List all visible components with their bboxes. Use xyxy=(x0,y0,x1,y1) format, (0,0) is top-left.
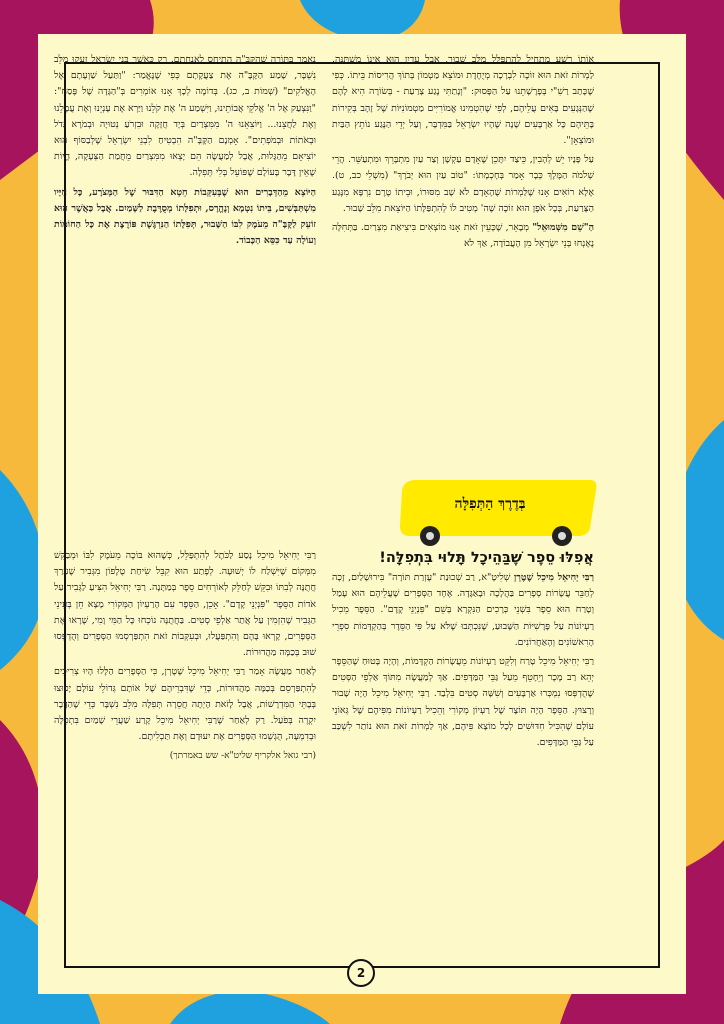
column-top-right xyxy=(332,52,594,255)
paragraph-text: שְׁלִיטָ"א, רַב שְׁכוּנַת "עֶזְרַת תּוֹרָה" בִּירוּשָׁלַיִם, זָכָה לְחַבֵּר עֲשָׂרוֹת סְפָרִים בַּהֲלָכָה וּבָאַגָּדָה. אֶחָד הַסְּפָרִים שֶׁעֲלֵיהֶם הוּא עָמַל וְטָרַח הוּא סֵפֶר בִּשְׁנֵי כְּרָכִים הַנִּקְרָא בְּשֵׁם "פִּנְיְנֵי קֶדֶם". הַסֵּפֶר מֵכִיל רַעְיוֹנוֹת עַל פָּרָשִׁיּוֹת הַשָּׁבוּעַ, שֶׁנִּכְתְּבוּ שֶׁלֹּא עַל פִּי הַסֵּדֶר בְּהַקְדָּמוֹת סִפְרֵי הָרִאשׁוֹנִים וְהָאַחֲרוֹנִים. xyxy=(332,572,594,648)
paragraph: רַבִּי יְחִיאֵל מִיכֵל טָרַח וְלִקֵּט רַעְיוֹנוֹת מֵעֲשָׂרוֹת הַקְדָּמוֹת, וְהָיָה בָּטוּחַ שֶׁהַסֵּפֶר יְהֵא רַב מֶכֶר וְיֵחָטֵף מֵעַל גַּבֵּי הַמַּדָּפִים. אַךְ לְמַעֲשֶׂה מִתּוֹךְ אַלְפֵי הַסְּטִים שֶׁהֻדְפְּסוּ נִמְכְּרוּ אַרְבָּעִים וְשִׁשָּׁה סְטִים בִּלְבַד. רַבִּי יְחִיאֵל מִיכֵל הָיָה שָׁבוּר וְרָצוּץ. הַסֵּפֶר הָיָה תּוֹצָר שֶׁל רַעְיוֹן מְקוֹרִי וְהֵכִיל רַעְיוֹנוֹת מִפִּיהֶם שֶׁל גְּאוֹנֵי עוֹלָם שֶׁהִכִּיל חִדּוּשִׁים לְכָל מוֹצָא פִּיהֶם, אַךְ לַמְרוֹת זֹאת הוּא נוֹתַר לִשְׁכַּב עַל גַּבֵּי הַמַּדָּפִים. xyxy=(332,656,594,749)
column-bottom-right xyxy=(332,548,594,754)
conclusion-paragraph xyxy=(54,185,316,250)
page-number: 2 xyxy=(347,959,375,987)
story-heading: אֲפִלּוּ סֵפֶר שֶׁבַּהֵיכָל תָּלוּי בִּתְפִלָּה! xyxy=(379,550,594,566)
author-signature: (רבי גואל אלקריף שליט"א- שש באמרתך) xyxy=(169,751,316,762)
paragraph xyxy=(332,570,594,651)
paragraph: רַבִּי יְחִיאֵל מִיכֵל נָסַע לַכֹּתֶל לְהִתְפַּלֵּל, כְּשֶׁהוּא בּוֹכֶה מֵעֹמֶק לִבּוֹ וּמְבַקֵּשׁ מִמְּקוֹם שֶׁיִּשְׁלַח לוֹ יְשׁוּעָה. לְפֶתַע הוּא קִבֵּל שִׂיחַת טֶלֶפוֹן מִגְּבִיר שֶׁעָרַךְ חֲתֻנָּה לְבִתּוֹ וּבִקֵּשׁ לְחַלֵּק לְאוֹרְחִים סֵפֶר בְּמַתָּנָה. רַבִּי יְחִיאֵל הִצִּיעַ לַגְּבִיר עַל אֹדוֹת הַסֵּפֶר "פִּנְיְנֵי קֶדֶם". אָכֵן, הַסֵּפֶר עִם הָרַעְיוֹן הַמְּקוֹרִי מָצָא חֵן בְּעֵינֵי הַגְּבִיר שֶׁהִזְמִין עַל אֲתַר אַלְפֵי סְטִים. בַּחֲתֻנָּה נוֹכְחוּ כָּל הַמִּי וָמִי, שֶׁרָאוּ אֶת הַסְּפָרִים, קָרְאוּ בָּהֶם וְהִתְפַּעֲלוּ, וּבְעִקְּבוֹת זֹאת הִתְפַּרְסְמוּ הַסְּפָרִים וְהֻדְפְּסוּ שׁוּב בְּכַמָּה מַהֲדוּרוֹת. xyxy=(54,550,316,659)
paragraph xyxy=(332,220,594,252)
paragraph-text: מְבָאֵר, שֶׁכָּעֵין זֹאת אָנוּ מוֹצְאִים בִּיצִיאַת מִצְרַיִם. בַּתְּחִלָּה נֶאֶנְחוּ בְּנֵי יִשְׂרָאֵל מִן הָעֲבוֹדָה, אַךְ לֹא xyxy=(332,222,594,250)
paragraph: נֶאֱמַר בַּתּוֹרָה שֶׁהַקָּבָּ"ה הִתְיַחֵס לְאַנְחָתָם. רַק כַּאֲשֶׁר בְּנֵי יִשְׂרָאֵל זָעֲקוּ מִלֵּב נִשְׁבָּר, שָׁמַע הַקָּבָּ"ה אֶת צַעֲקָתָם כְּפִי שֶׁנֶּאֱמַר: "וַתַּעַל שַׁוְעָתָם אֶל הָאֱלֹקִים" (שְׁמוֹת ב, כג). בְּדוֹמֶה לְכָךְ אָנוּ אוֹמְרִים בְּ"הַגָּדָה שֶׁל פֶּסַח": "וַנִּצְעַק אֶל ה' אֱלֹקֵי אֲבוֹתֵינוּ, וַיִּשְׁמַע ה' אֶת קֹלֵנוּ וַיַּרְא אֶת עָנְיֵנוּ וְאֶת עֲמָלֵנוּ וְאֶת לַחֲצֵנוּ... וַיּוֹצִאֵנוּ ה' מִמִּצְרַיִם בְּיָד חֲזָקָה וּבִזְרֹעַ נְטוּיָה וּבְמֹרָא גָּדֹל וּבְאֹתוֹת וּבְמֹפְתִים". אָמְנָם הַקָּבָּ"ה הִבְטִיחַ לִבְנֵי יִשְׂרָאֵל שֶׁלְּבַסּוֹף הוּא יוֹצִיאָם מֵהַגָּלוּת, אֲבָל לְמַעֲשֶׂה הֵם יָצְאוּ מִמִּצְרַיִם מֵחֲמַת הַצְּעָקָה, הֱיוֹת שֶׁאֵין דָּבָר בָּעוֹלָם שֶׁפּוֹעֵל בְּלִי תְּפִלָּה. xyxy=(54,54,316,179)
column-bottom-left xyxy=(54,548,316,768)
paragraph: עַל פָּנָיו יֵשׁ לְהָבִין, כֵּיצַד יִתָּכֵן שֶׁאָדָם עַקְשָׁן וְצַר עַיִן מִתְבָּרֵךְ וּמִתְעַשֵּׁר. הֲרֵי שְׁלֹמֹה הַמֶּלֶךְ כְּבָר אָמַר בְּחָכְמָתוֹ: "טוֹב עַיִן הוּא יְבֹרָךְ" (מִשְׁלֵי כב, ט). אֶלָּא רוֹאִים אָנוּ שֶׁלַּמְרוֹת שֶׁהָאָדָם לֹא שָׁב מִסּוּרוֹ, וּבֵיתוֹ טֶרֶם נִרְפָּא מִנֶּגַע הַצָּרַעַת, בְּכָל אֹפֶן הוּא זוֹכֶה שֶׁה' מְטִיב לוֹ לְהִתְפַּלָּתוֹ הַיּוֹצֵאת מִלֵּב שָׁבוּר. xyxy=(332,154,594,214)
bold-phrase: הַ"שֵׁם מִשְּׁמוּאֵל" xyxy=(532,222,595,234)
paragraph: אוֹתוֹ רָשָׁע מַתְחִיל לְהִתְפַּלֵּל מִלֵּב שָׁבוּר, אֲבָל עֲדַיִן הוּא אֵינוֹ מִשְׁתַּנֶּה. לַמְרוֹת זֹאת הוּא זוֹכֶה לִבְרָכָה מְיֻחֶדֶת וּמוֹצֵא מַטְמוֹן בְּתוֹךְ הֲרִיסוֹת בֵּיתוֹ. כְּפִי שֶׁכָּתַב רַשִׁ"י בְּפָרָשָׁתֵנוּ עַל הַפָּסוּק: "וְנָתַתִּי נֶגַע צָרַעַת - בְּשׂוֹרָה הִיא לָהֶם שֶׁהַנְּגָעִים בָּאִים עֲלֵיהֶם, לְפִי שֶׁהִטְמִינוּ אֱמוֹרִיִּים מַטְמוֹנִיּוֹת שֶׁל זָהָב בְּקִירוֹת בָּתֵּיהֶם כָּל אַרְבָּעִים שָׁנָה שֶׁהָיוּ יִשְׂרָאֵל בַּמִּדְבָּר, וְעַל יְדֵי הַנֶּגַע נוֹתֵץ הַבַּיִת וּמוֹצְאָן". xyxy=(332,54,594,147)
bold-phrase: רַבִּי יְחִיאֵל מִיכֵל שֶׁטֶרְן xyxy=(513,572,594,583)
bold-phrase: הַיּוֹצֵא מֵהַדְּבָרִים הוּא שֶׁבְּעִקְּבוֹת חֵטְא הַדִּבּוּר שֶׁל הַמְּצֹרָע, כָּל חַיָּיו מִשְׁתַּבְּשִׁים, בֵּיתוֹ נִטְמָא וְנֶהֱרָס, וּתְפִלָּתוֹ מְסֻרֶּבֶת לַשָּׁמַיִם. אֲבָל כַּאֲשֶׁר הוּא זוֹעֵק לַקָּבָּ"ה מֵעֹמֶק לִבּוֹ הַשָּׁבוּר, תְּפִלָּתוֹ הַנִּרְגֶּשֶׁת פּוֹרֶצֶת אֶת כָּל הַחוֹמוֹת וְעוֹלָה עַד כִּסֵּא הַכָּבוֹד. xyxy=(54,186,316,247)
banner-title: בְּדֶרֶךְ הַתְּפִלָּה xyxy=(454,496,526,512)
column-top-left xyxy=(54,52,316,252)
paragraph: לְאַחַר מַעֲשֶׂה אָמַר רַבִּי יְחִיאֵל מִיכֵל שֶׁטֶרְן, כִּי הַסְּפָרִים הַלָּלוּ הָיוּ צְרִיכִים לְהִתְפַּרְסֵם בְּכַמָּה מַהֲדוּרוֹת, כְּדֵי שֶׁדִּבְרֵיהֶם שֶׁל אוֹתָם גְּדוֹלֵי עוֹלָם יָפוּצוּ בְּבָתֵּי הַמִּדְרָשׁוֹת, אֲבָל לָזֹאת הָיְתָה חֲסֵרָה תְּפִלָּה מִלֵּב נִשְׁבָּר כְּדֵי שֶׁהַדָּבָר יִקְרֶה בְּפֹעַל. רַק לְאַחַר שֶׁרַבִּי יְחִיאֵל מִיכֵל קָרַע שַׁעֲרֵי שָׁמַיִם בִּתְפִלָּה וּבְדִמְעָה, הֻגְשְׁמוּ הַסְּפָרִים אֶת יִעוּדָם וְאֶת תַּכְלִיתָם. xyxy=(54,666,316,743)
